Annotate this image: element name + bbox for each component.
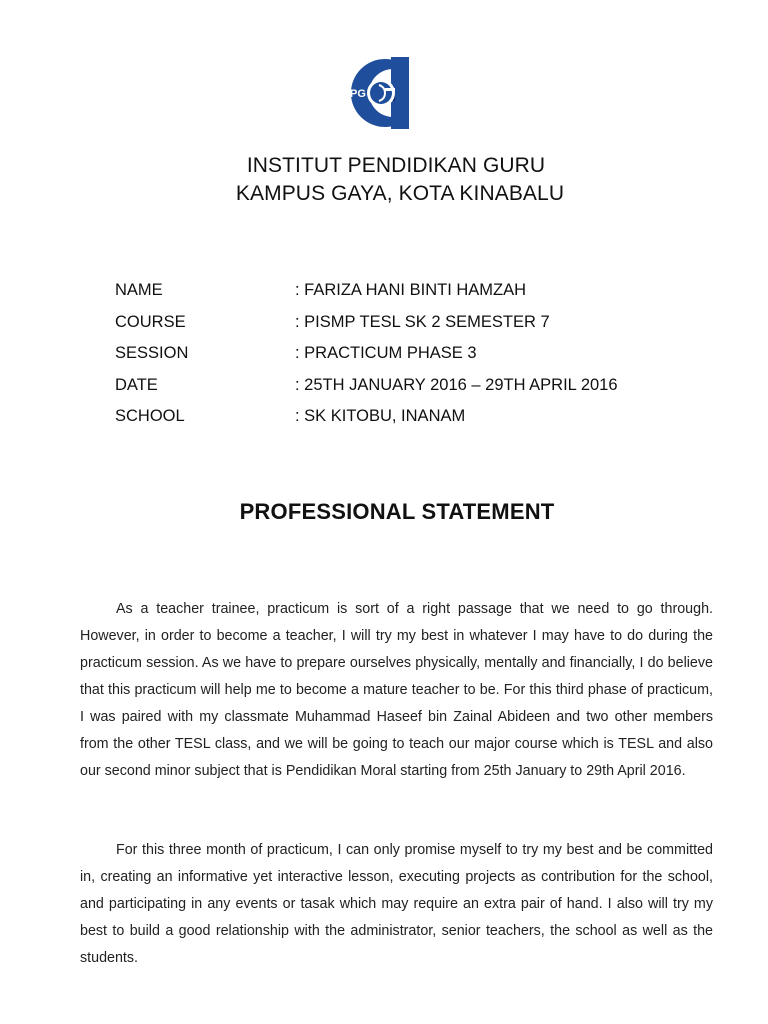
info-value: : 25TH JANUARY 2016 – 29TH APRIL 2016 bbox=[295, 375, 618, 394]
institution-name: INSTITUT PENDIDIKAN GURU bbox=[246, 154, 546, 177]
student-info-block bbox=[115, 278, 715, 436]
info-value: : FARIZA HANI BINTI HAMZAH bbox=[295, 281, 527, 299]
info-row-name bbox=[115, 278, 715, 310]
info-label: SCHOOL bbox=[115, 407, 185, 425]
info-value: : PRACTICUM PHASE 3 bbox=[295, 344, 477, 362]
info-row-date bbox=[115, 373, 715, 405]
info-row-school bbox=[115, 404, 715, 436]
info-value: : PISMP TESL SK 2 SEMESTER 7 bbox=[295, 312, 550, 331]
document-title: PROFESSIONAL STATEMENT bbox=[239, 499, 555, 524]
info-label: SESSION bbox=[115, 344, 189, 362]
info-row-course bbox=[115, 310, 715, 342]
ipg-logo bbox=[345, 55, 417, 131]
body-paragraph: For this three month of practicum, I can only promise myself to try my best and be committed in, creating an informative yet interactive lesson, executing projects as contribution for the school, and participating in any events or tasak which may require an extra pair of hand. I also will try my best to build a good relationship with the administrator, senior teachers, the school as well as the students. bbox=[80, 842, 713, 966]
campus-location: KAMPUS GAYA, KOTA KINABALU bbox=[235, 182, 565, 205]
body-paragraph: As a teacher trainee, practicum is sort of a right passage that we need to go through. However, in order to become a teacher, I will try my best in whatever I may have to do during the practicum session. As we have to prepare ourselves physically, mentally and financially, I do believe that this practicum will help me to become a mature teacher to be. For this third phase of practicum, I was paired with my classmate Muhammad Haseef bin Zainal Abideen and two other members from the other TESL class, and we will be going to teach our major course which is TESL and also our second minor subject that is Pendidikan Moral starting from 25th January to 29th April 2016. bbox=[80, 601, 713, 779]
info-label: DATE bbox=[115, 375, 158, 394]
info-label: COURSE bbox=[115, 312, 186, 331]
info-label: NAME bbox=[115, 281, 163, 299]
info-value: : SK KITOBU, INANAM bbox=[295, 407, 466, 425]
info-row-session bbox=[115, 341, 715, 373]
logo-text: IPG bbox=[347, 88, 366, 100]
